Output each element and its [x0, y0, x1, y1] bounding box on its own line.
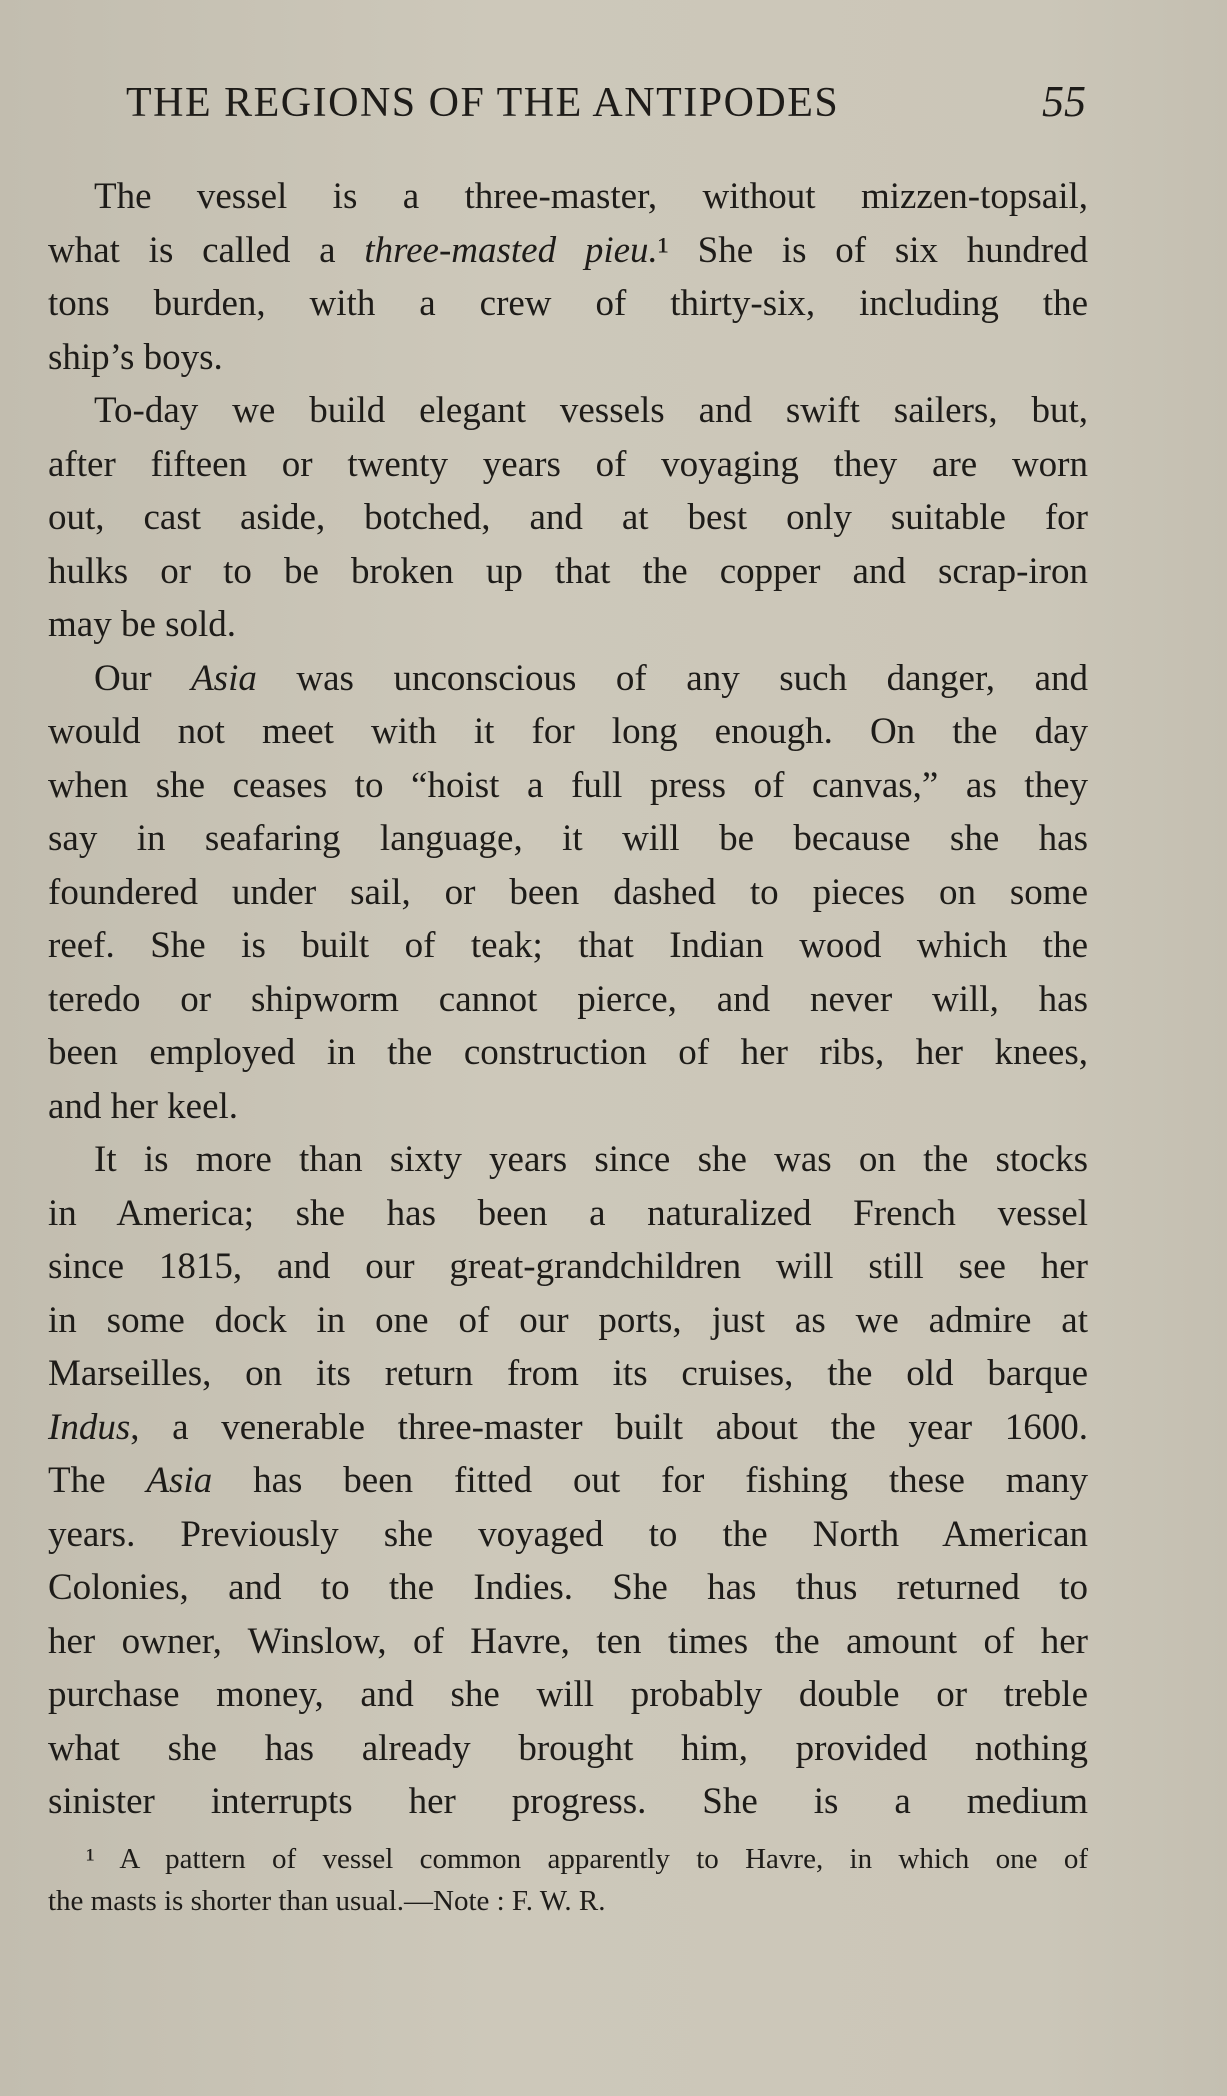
body-line: and her keel.: [48, 1085, 239, 1127]
running-head: [126, 76, 1086, 146]
body-line: since 1815, and our great-grandchildren will still see her: [48, 1246, 1088, 1287]
body-line: years. Previously she voyaged to the North American: [48, 1513, 1088, 1555]
body-line: It is more than sixty years since she was on the stocks: [94, 1139, 1088, 1180]
body-line: Marseilles, on its return from its cruises, the old barque: [48, 1353, 1088, 1394]
body-line: Colonies, and to the Indies. She has thus returned to: [48, 1567, 1088, 1608]
footnote-line: the masts is shorter than usual.—Note : F. W. R.: [48, 1885, 606, 1917]
body-line: Our Asia was unconscious of any such danger, and: [94, 657, 1088, 699]
footnote: [48, 1838, 1088, 1922]
body-line: purchase money, and she will probably double or treble: [48, 1674, 1088, 1715]
body-line: The Asia has been fitted out for fishing these many: [48, 1460, 1088, 1501]
body-line: reef. She is built of teak; that Indian wood which the: [48, 925, 1088, 966]
body-line: after fifteen or twenty years of voyaging they are worn: [48, 443, 1088, 485]
body-line: To-day we build elegant vessels and swift sailers, but,: [94, 390, 1088, 431]
body-line: what she has already brought him, provided nothing: [48, 1727, 1088, 1769]
body-line: teredo or shipworm cannot pierce, and never will, has: [48, 978, 1088, 1020]
body-line: foundered under sail, or been dashed to pieces on some: [48, 871, 1088, 913]
body-text: [48, 170, 1088, 1829]
body-line: ship’s boys.: [48, 336, 223, 378]
body-line: would not meet with it for long enough. On the day: [48, 711, 1088, 752]
body-line: may be sold.: [48, 604, 237, 645]
body-line: what is called a three-masted pieu.¹ She is of six hundred: [48, 229, 1088, 271]
body-line: say in seafaring language, it will be because she has: [48, 818, 1088, 859]
body-line: sinister interrupts her progress. She is a medium: [48, 1781, 1088, 1822]
body-line: Indus, a venerable three-master built about the year 1600.: [48, 1406, 1088, 1448]
body-line: The vessel is a three-master, without mizzen-topsail,: [94, 176, 1088, 217]
body-line: hulks or to be broken up that the copper and scrap-iron: [48, 550, 1088, 592]
body-line: tons burden, with a crew of thirty-six, including the: [48, 283, 1088, 324]
body-line: when she ceases to “hoist a full press of canvas,” as they: [48, 764, 1088, 806]
page-number: 55: [1042, 77, 1086, 126]
running-title: THE REGIONS OF THE ANTIPODES: [126, 80, 840, 126]
body-line: her owner, Winslow, of Havre, ten times the amount of her: [48, 1620, 1088, 1662]
body-line: been employed in the construction of her ribs, her knees,: [48, 1032, 1088, 1073]
body-line: in some dock in one of our ports, just as we admire at: [48, 1299, 1088, 1341]
footnote-line: ¹ A pattern of vessel common apparently to Havre, in which one of: [86, 1843, 1088, 1875]
body-line: out, cast aside, botched, and at best only suitable for: [48, 497, 1088, 538]
body-line: in America; she has been a naturalized French vessel: [48, 1192, 1088, 1234]
